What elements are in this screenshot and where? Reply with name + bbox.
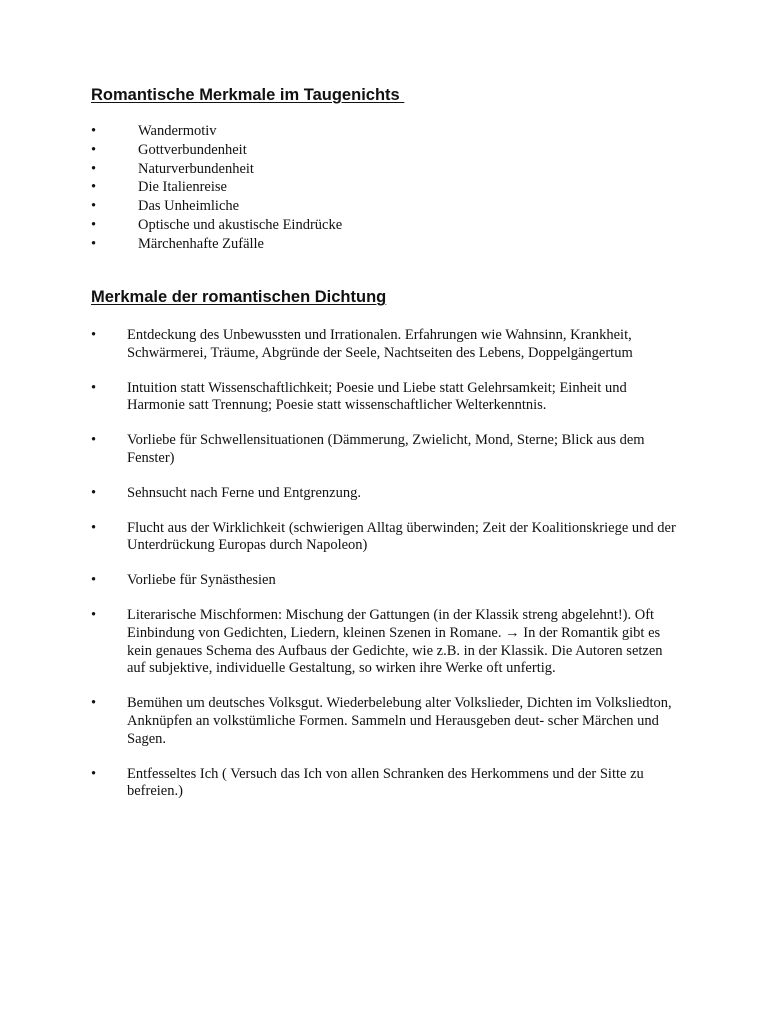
bullet-icon: •	[91, 695, 97, 712]
romantic-poetry-feature-list	[91, 327, 681, 801]
bullet-icon: •	[91, 572, 97, 589]
list-item	[91, 160, 342, 179]
list-item-text: Bemühen um deutsches Volksgut. Wiederbelebung alter Volkslieder, Dichten im Volksliedton, Anknüpfen an volkstümliche Formen. Sammeln und Herausgeben deut- scher Märchen und Sagen.	[127, 695, 672, 747]
bullet-icon: •	[91, 235, 97, 252]
list-item	[91, 766, 681, 802]
bullet-icon: •	[91, 179, 97, 196]
list-item	[91, 216, 342, 235]
bullet-icon: •	[91, 123, 97, 139]
list-item-text: Gottverbundenheit	[138, 141, 247, 158]
bullet-icon: •	[91, 606, 97, 623]
bullet-icon: •	[91, 765, 97, 782]
bullet-icon: •	[91, 198, 97, 215]
list-item-text: Naturverbundenheit	[138, 160, 254, 177]
list-item-text: Die Italienreise	[138, 179, 227, 196]
bullet-icon: •	[91, 216, 97, 233]
list-item	[91, 122, 342, 141]
list-item-text: Sehnsucht nach Ferne und Entgrenzung.	[127, 484, 361, 501]
list-item	[91, 485, 681, 503]
list-item-text: Vorliebe für Schwellensituationen (Dämmerung, Zwielicht, Mond, Sterne; Blick aus dem Fenster)	[127, 432, 645, 466]
list-item-text: Flucht aus der Wirklichkeit (schwierigen Alltag überwinden; Zeit der Koalitionskriege und der Unterdrückung Europas durch Napoleon)	[127, 519, 676, 554]
section-2-heading: Merkmale der romantischen Dichtung	[91, 288, 387, 306]
bullet-icon: •	[91, 484, 97, 501]
list-item-text: Optische und akustische Eindrücke	[138, 216, 343, 233]
list-item	[91, 607, 681, 678]
bullet-icon: •	[91, 379, 97, 396]
list-item	[91, 572, 681, 590]
list-item	[91, 197, 342, 216]
list-item-text: Das Unheimliche	[138, 198, 240, 215]
taugenichts-feature-list	[91, 122, 342, 254]
list-item	[91, 520, 681, 556]
bullet-icon: •	[91, 141, 97, 158]
list-item-text: Literarische Mischformen: Mischung der Gattungen (in der Klassik streng abgelehnt!). Oft Einbindung von Gedichten, Liedern, kleinen Szenen in Romane. → In der Romantik gibt es kein genaues Schema des Aufbaus der Gedichte, wie z.B. in der Klassik. Die Autoren setzen auf subjektive, individuelle Gestaltung, so wirken ihre Werke oft unfertig.	[127, 606, 663, 677]
list-item-text: Vorliebe für Synästhesien	[127, 572, 276, 589]
list-item	[91, 432, 681, 468]
list-item-text: Märchenhafte Zufälle	[138, 235, 264, 252]
list-item	[91, 327, 681, 363]
section-1-heading: Romantische Merkmale im Taugenichts	[91, 86, 405, 104]
bullet-icon: •	[91, 432, 97, 449]
list-item	[91, 178, 342, 197]
list-item	[91, 141, 342, 160]
list-item-text: Wandermotiv	[138, 123, 217, 139]
list-item-text: Entdeckung des Unbewussten und Irrationalen. Erfahrungen wie Wahnsinn, Krankheit, Schwärmerei, Träume, Abgründe der Seele, Nachtseiten des Lebens, Doppelgängertum	[127, 327, 633, 361]
list-item	[91, 235, 342, 254]
bullet-icon: •	[91, 327, 97, 343]
list-item-text: Entfesseltes Ich ( Versuch das Ich von allen Schranken des Herkommens und der Sitte zu befreien.)	[127, 765, 644, 800]
list-item-text: Intuition statt Wissenschaftlichkeit; Poesie und Liebe statt Gelehrsamkeit; Einheit und Harmonie satt Trennung; Poesie statt wissenschaftlicher Welterkenntnis.	[127, 379, 627, 414]
list-item	[91, 695, 681, 748]
list-item	[91, 380, 681, 416]
bullet-icon: •	[91, 160, 97, 177]
bullet-icon: •	[91, 519, 97, 536]
